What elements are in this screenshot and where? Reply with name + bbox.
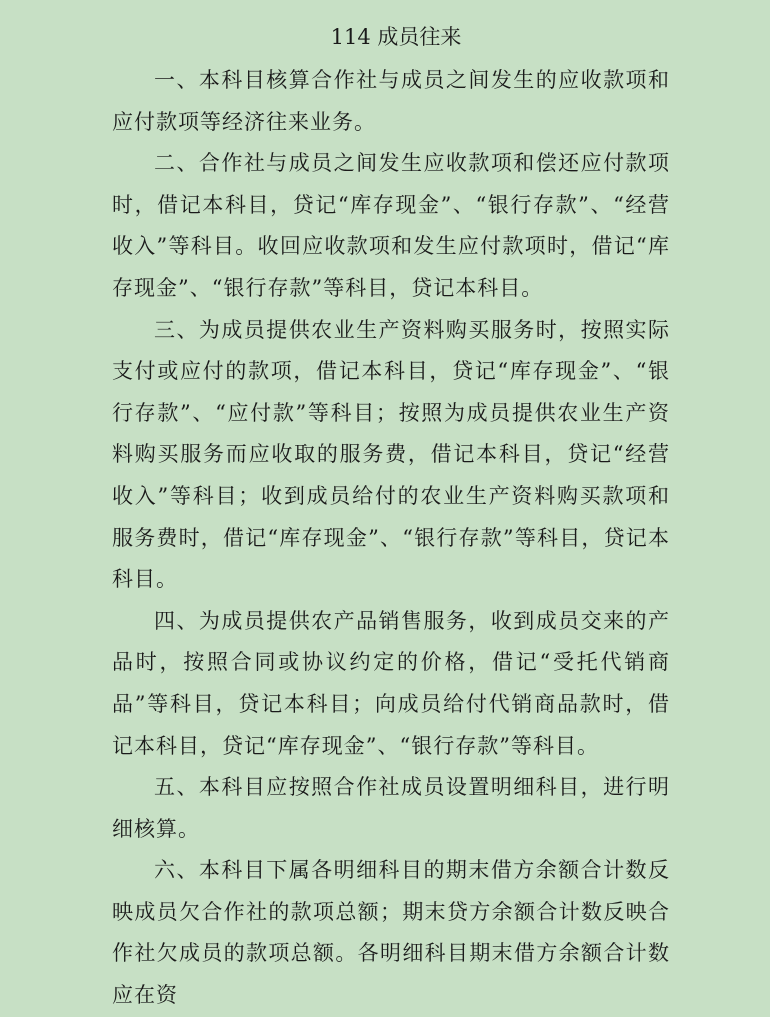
paragraph-2: 二、合作社与成员之间发生应收款项和偿还应付款项时，借记本科目，贷记“库存现金”、“银行存款”、“经营收入”等科目。收回应收款项和发生应付款项时，借记“库存现金”、“银行存款”等科目，贷记本科目。 [112,151,670,300]
paragraph-5: 五、本科目应按照合作社成员设置明细科目，进行明细核算。 [112,775,670,841]
section-title: 114 成员往来 [330,25,462,49]
paragraph-6: 六、本科目下属各明细科目的期末借方余额合计数反映成员欠合作社的款项总额；期末贷方余额合计数反映合作社欠成员的款项总额。各明细科目期末借方余额合计数应在资 [112,858,670,1008]
paragraph-1: 一、本科目核算合作社与成员之间发生的应收款项和应付款项等经济往来业务。 [112,68,670,134]
paragraph-4: 四、为成员提供农产品销售服务，收到成员交来的产品时，按照合同或协议约定的价格，借记“受托代销商品”等科目，贷记本科目；向成员给付代销商品款时，借记本科目，贷记“库存现金”、“银行存款”等科目。 [112,608,670,758]
paragraph-3: 三、为成员提供农业生产资料购买服务时，按照实际支付或应付的款项，借记本科目，贷记“库存现金”、“银行存款”、“应付款”等科目；按照为成员提供农业生产资料购买服务而应收取的服务费，借记本科目，贷记“经营收入”等科目；收到成员给付的农业生产资料购买款项和服务费时，借记“库存现金”、“银行存款”等科目，贷记本科目。 [112,317,670,592]
